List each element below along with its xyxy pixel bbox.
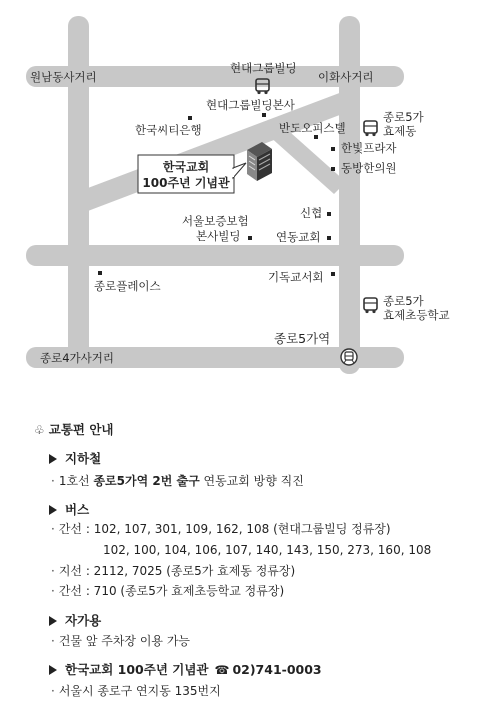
triangle-icon <box>49 505 57 515</box>
label-shinhyup: 신협 <box>300 206 323 220</box>
marker-bando <box>314 135 318 139</box>
car-line: · 건물 앞 주차장 이용 가능 <box>51 634 191 648</box>
phone-icon: ☎ <box>214 663 230 677</box>
marker-citibank <box>188 116 192 120</box>
label-jongno4: 종로4가사거리 <box>40 351 114 365</box>
bus-icon <box>364 298 377 313</box>
contact-heading: 한국교회 100주년 기념관 ☎ 02)741-0003 <box>49 661 322 679</box>
label-dongbang: 동방한의원 <box>341 161 397 175</box>
label-hyundai-hq: 현대그룹빌딩본사 <box>206 98 295 112</box>
label-yeondong: 연동교회 <box>276 230 321 244</box>
car-heading: 자가용 <box>49 612 101 630</box>
marker-seoul-guarantee <box>248 236 252 240</box>
clover-icon: ♧ <box>34 423 45 437</box>
contact-address: · 서울시 종로구 연지동 135번지 <box>51 684 221 698</box>
bus-heading: 버스 <box>49 501 89 519</box>
label-hyundai-bldg: 현대그룹빌딩 <box>230 61 297 75</box>
bus-icon <box>364 121 377 136</box>
label-hanbit: 한빛프라자 <box>341 141 397 155</box>
label-church-1: 한국교회 <box>162 160 210 174</box>
label-citibank: 한국씨티은행 <box>135 123 202 137</box>
directions-title: ♧ 교통편 안내 <box>34 422 114 437</box>
label-bus-school-2: 효제초등학교 <box>383 308 450 322</box>
label-ihwa: 이화사거리 <box>318 70 374 84</box>
bus-branch: · 지선 : 2112, 7025 (종로5가 효제동 정류장) <box>51 564 296 578</box>
label-bus-hyoje-top-1: 종로5가 <box>383 110 424 124</box>
marker-hyundai-hq <box>262 113 266 117</box>
subway-icon <box>341 349 357 365</box>
triangle-icon <box>49 454 57 464</box>
triangle-icon <box>49 616 57 626</box>
church-callout <box>138 155 246 193</box>
label-bus-hyoje-top-2: 효제동 <box>383 124 417 138</box>
label-jongno-place: 종로플레이스 <box>94 279 161 293</box>
label-wonnam: 원남동사거리 <box>30 70 97 84</box>
marker-hanbit <box>331 147 335 151</box>
road-branch <box>268 125 346 194</box>
triangle-icon <box>49 665 57 675</box>
subway-line: · 1호선 종로5가역 2번 출구 연동교회 방향 직진 <box>51 474 304 488</box>
label-bus-school-1: 종로5가 <box>383 294 424 308</box>
marker-yeondong <box>327 236 331 240</box>
label-church-2: 100주년 기념관 <box>142 176 230 190</box>
bus-trunk-row1: · 간선 : 102, 107, 301, 109, 162, 108 (현대그룹빌딩 정류장) <box>51 522 391 536</box>
label-christian-hall: 기독교서회 <box>268 270 324 284</box>
label-jongno5-station: 종로5가역 <box>274 331 331 346</box>
marker-jongno-place <box>98 271 102 275</box>
subway-heading: 지하철 <box>49 450 101 468</box>
bus-trunk2: · 간선 : 710 (종로5가 효제초등학교 정류장) <box>51 584 285 598</box>
marker-dongbang <box>331 167 335 171</box>
label-bando: 반도오피스텔 <box>279 121 346 135</box>
marker-christian-hall <box>331 272 335 276</box>
marker-shinhyup <box>327 212 331 216</box>
label-seoul-guarantee-2: 본사빌딩 <box>196 229 241 243</box>
label-seoul-guarantee-1: 서울보증보험 <box>182 214 249 228</box>
bus-trunk-row2: 102, 100, 104, 106, 107, 140, 143, 150, 273, 160, 108 <box>103 543 432 557</box>
